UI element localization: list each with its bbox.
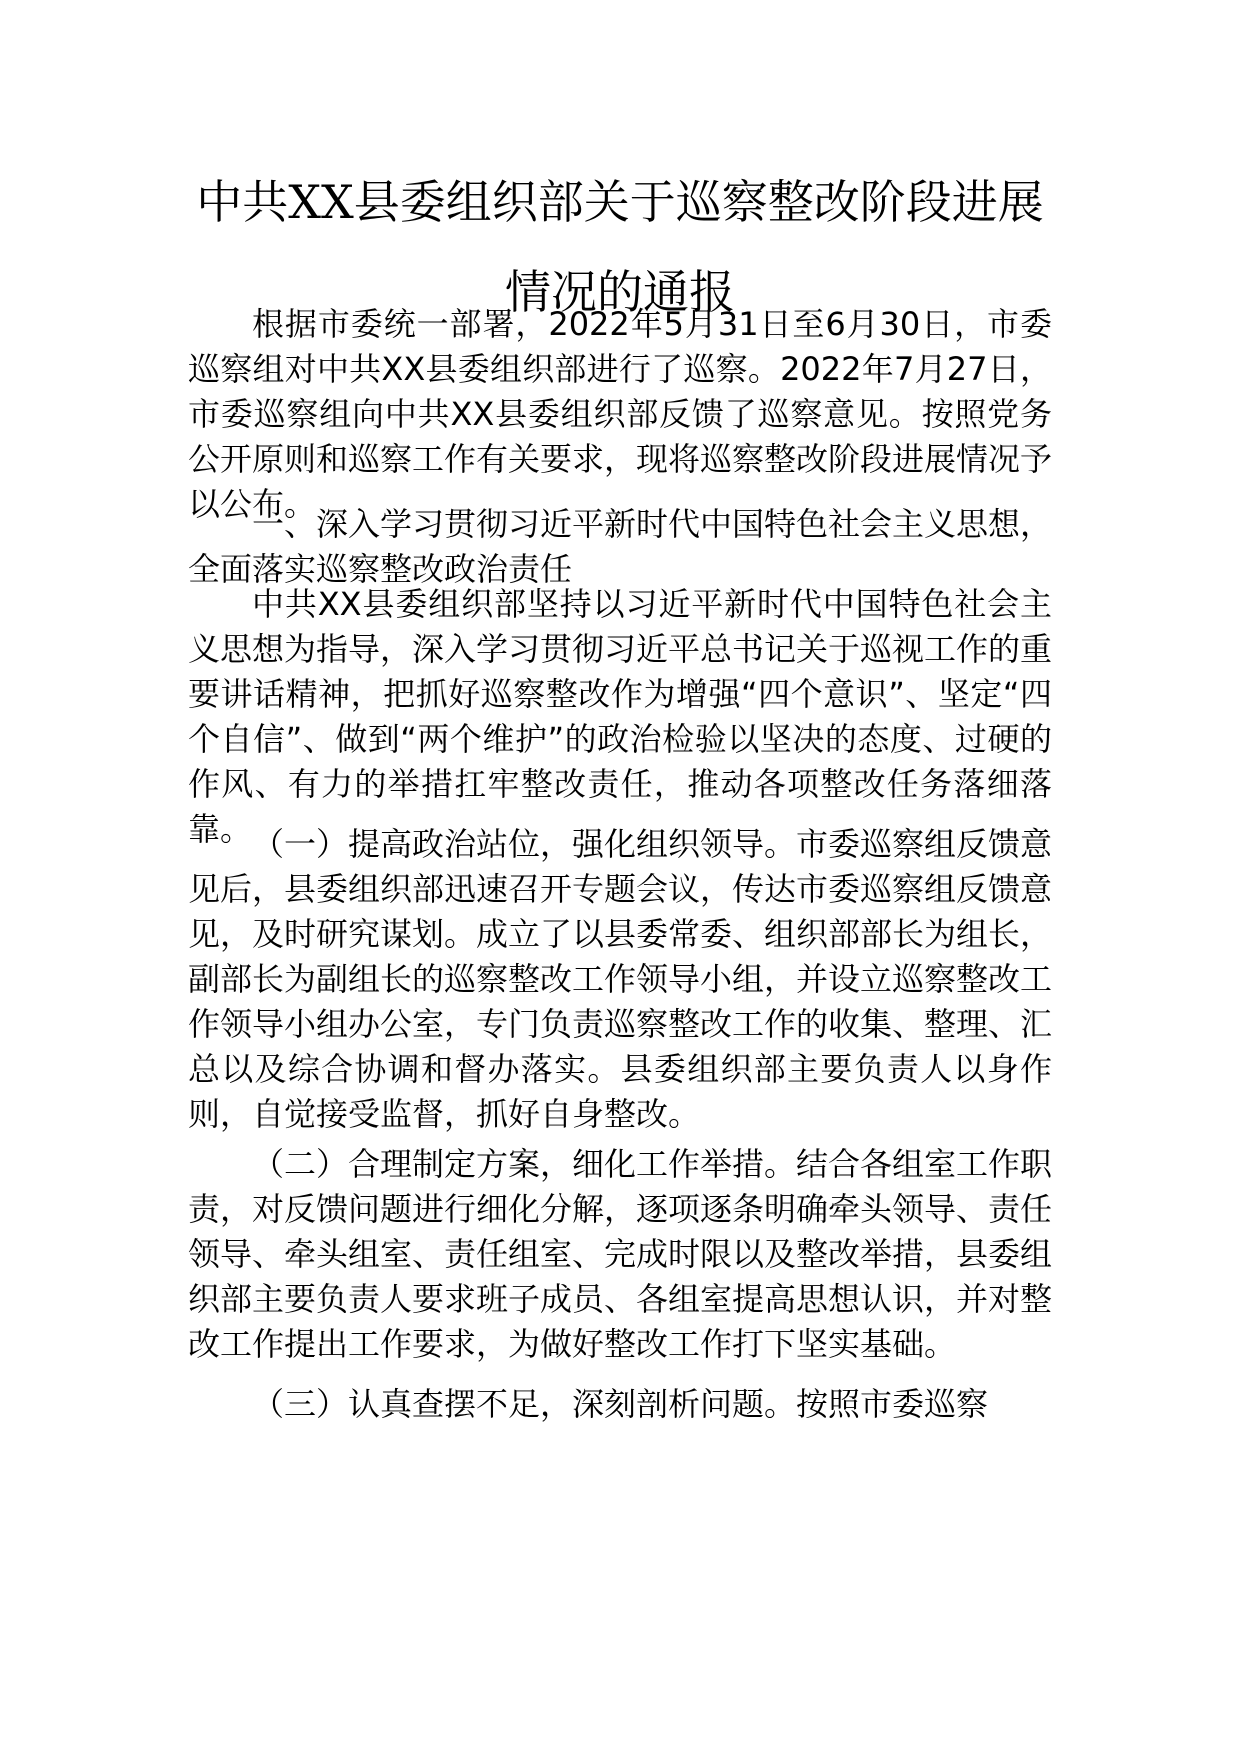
subsection-paragraph-3: （三）认真查摆不足，深刻剖析问题。按照市委巡察 xyxy=(252,1385,989,1423)
document-title-line-2: 情况的通报 xyxy=(505,265,735,319)
document-title-line-1: 中共XX县委组织部关于巡察整改阶段进展 xyxy=(196,175,1044,229)
subsection-paragraph-2: （二）合理制定方案，细化工作举措。结合各组室工作职责，对反馈问题进行细化分解，逐项逐条明确牵头领导、责任领导、牵头组室、责任组室、完成时限以及整改举措，县委组织部主要负责人要求班子成员、各组室提高思想认识，并对整改工作提出工作要求，为做好整改工作打下坚实基础。 xyxy=(188,1145,1053,1363)
body-paragraph-1: 中共XX县委组织部坚持以习近平新时代中国特色社会主义思想为指导，深入学习贯彻习近平总书记关于巡视工作的重要讲话精神，把抓好巡察整改作为增强“四个意识”、坚定“四个自信”、做到“两个维护”的政治检验以坚决的态度、过硬的作风、有力的举措扛牢整改责任，推动各项整改任务落细落靠。 xyxy=(188,585,1053,848)
intro-paragraph: 根据市委统一部署，2022年5月31日至6月30日，市委巡察组对中共XX县委组织部进行了巡察。2022年7月27日，市委巡察组向中共XX县委组织部反馈了巡察意见。按照党务公开原则和巡察工作有关要求，现将巡察整改阶段进展情况予以公布。 xyxy=(188,305,1053,523)
section-heading-1: 一、深入学习贯彻习近平新时代中国特色社会主义思想，全面落实巡察整改政治责任 xyxy=(188,505,1053,588)
subsection-paragraph-1: （一）提高政治站位，强化组织领导。市委巡察组反馈意见后，县委组织部迅速召开专题会议，传达市委巡察组反馈意见，及时研究谋划。成立了以县委常委、组织部部长为组长，副部长为副组长的巡察整改工作领导小组，并设立巡察整改工作领导小组办公室，专门负责巡察整改工作的收集、整理、汇总以及综合协调和督办落实。县委组织部主要负责人以身作则，自觉接受监督，抓好自身整改。 xyxy=(188,825,1053,1133)
